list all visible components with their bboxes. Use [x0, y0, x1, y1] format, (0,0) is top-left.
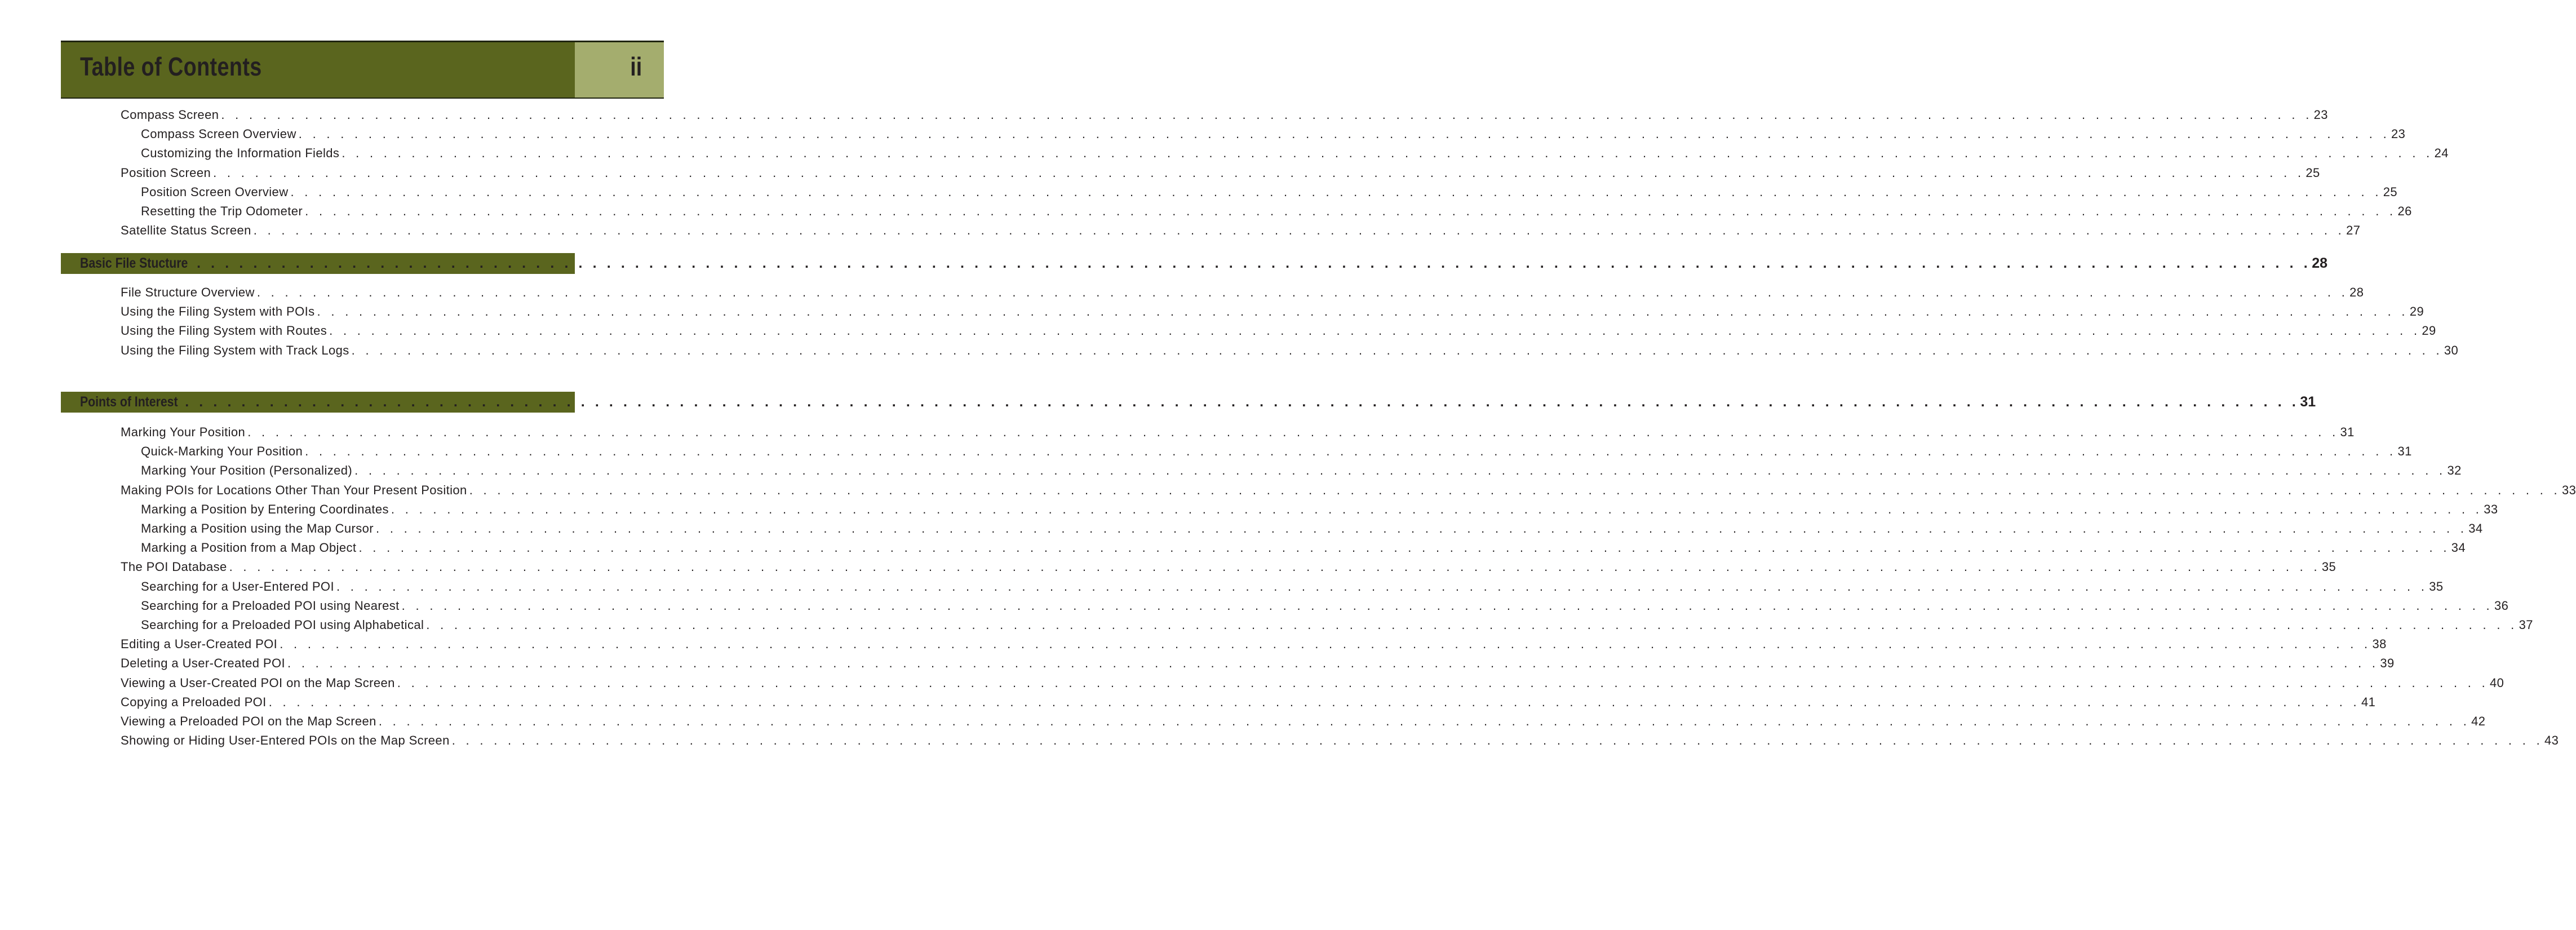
dot-leader: . . . . . . . . . . . . . . . . . . . . . . . . . . . . . . . . . . . . . . . . . . . . . . . . . . . . . . . . . . . . . . . . . . . . . . . . . . . . . . . . . . . . . . . . . . . . . . . . . . . . . . . . . . . . . . . . . . . . . . . . . . . . . . . . . . . . . . . . . . . . . . . . . . . . . . — [305, 444, 2397, 459]
dot-leader: . . . . . . . . . . . . . . . . . . . . . . . . . . . . . . . . . . . . . . . . . . . . . . . . . . . . . . . . . . . . . . . . . . . . . . . . . . . . . . . . . . . . . . . . . . . . . . . . . . . . . . . . . . . . . . . . . . . . . . . . . . . . . . . . . . . . . . . . . . . . . . . . . . . . . . — [329, 324, 2421, 338]
dot-leader: . . . . . . . . . . . . . . . . . . . . . . . . . . . . . . . . . . . . . . . . . . . . . . . . . . . . . . . . . . . . . . . . . . . . . . . . . . . . . . . . . . . . . . . . . . . . . . . . . . . . . . . . . . . . . . . . . . . . . . . . . . . . . . . . . . . . . . . . . . . . . . . . . . . . . . — [401, 598, 2493, 613]
toc-entry[interactable] — [121, 694, 2376, 711]
toc-entry-label: Marking a Position by Entering Coordinates — [141, 502, 389, 516]
toc-entry-page: 33 — [2561, 482, 2576, 497]
toc-entry[interactable] — [141, 597, 2509, 614]
toc-entry-page: 23 — [2391, 127, 2406, 141]
toc-entry[interactable] — [121, 732, 2559, 749]
toc-entry-page: 24 — [2434, 146, 2449, 161]
toc-entry-page: 35 — [2321, 560, 2336, 574]
page-number-box — [575, 42, 664, 98]
toc-entry-label: Marking Your Position (Personalized) — [141, 463, 353, 478]
toc-entry-page: 39 — [2380, 656, 2395, 671]
toc-entry-label: Compass Screen — [121, 108, 219, 122]
toc-entry[interactable] — [141, 126, 2406, 143]
dot-leader: . . . . . . . . . . . . . . . . . . . . . . . . . . . . . . . . . . . . . . . . . . . . . . . . . . . . . . . . . . . . . . . . . . . . . . . . . . . . . . . . . . . . . . . . . . . . . . . . . . . . . . . . . . . . . . . . . . . . . . . . . . . . . . . . . . . . . . . . . . . . . . . . . . . . . . — [221, 108, 2313, 122]
toc-entry-label: Viewing a User-Created POI on the Map Screen — [121, 675, 395, 690]
toc-entry-page: 23 — [2313, 108, 2328, 122]
dot-leader: . . . . . . . . . . . . . . . . . . . . . . . . . . . . . . . . . . . . . . . . . . . . . . . . . . . . . . . . . . . . . . . . . . . . . . . . . . . . . . . . . . . . . . . . . . . . . . . . . . . . . . . . . . . . . . . . . . . . . . . . . . . . . . . . . . . . . . . . . . . . . . . . . . . . . . — [336, 579, 2428, 594]
toc-entry[interactable] — [141, 203, 2412, 220]
toc-entry-page: 42 — [2471, 714, 2486, 728]
dot-leader: . . . . . . . . . . . . . . . . . . . . . . . . . . . . . . . . . . . . . . . . . . . . . . . . . . . . . . . . . . . . . . . . . . . . . . . . . . . . . . . . . . . . . . . . . . . . . . . . . . . . . . . . . . . . . . . . . . . . . . . . . . . . . . . . . . . . . . . . . . . . . . . . . . . . . . — [185, 394, 2299, 410]
dot-leader: . . . . . . . . . . . . . . . . . . . . . . . . . . . . . . . . . . . . . . . . . . . . . . . . . . . . . . . . . . . . . . . . . . . . . . . . . . . . . . . . . . . . . . . . . . . . . . . . . . . . . . . . . . . . . . . . . . . . . . . . . . . . . . . . . . . . . . . . . . . . . . . . . . . . . . — [354, 463, 2446, 478]
toc-entry[interactable] — [121, 424, 2355, 441]
toc-entry[interactable] — [121, 165, 2320, 181]
toc-entry[interactable] — [121, 342, 2459, 359]
toc-entry[interactable] — [121, 713, 2486, 730]
toc-entry-label: File Structure Overview — [121, 285, 255, 299]
dot-leader: . . . . . . . . . . . . . . . . . . . . . . . . . . . . . . . . . . . . . . . . . . . . . . . . . . . . . . . . . . . . . . . . . . . . . . . . . . . . . . . . . . . . . . . . . . . . . . . . . . . . . . . . . . . . . . . . . . . . . . . . . . . . . . . . . . . . . . . . . . . . . . . . . . . . . . — [305, 204, 2397, 218]
toc-entry-label: Marking a Position from a Map Object — [141, 541, 357, 555]
toc-entry[interactable] — [121, 303, 2424, 320]
toc-entry[interactable] — [121, 482, 2576, 499]
toc-entry-label: Satellite Status Screen — [121, 223, 251, 238]
toc-entry-label: Using the Filing System with Routes — [121, 324, 327, 338]
toc-entry-page: 36 — [2494, 598, 2509, 613]
dot-leader: . . . . . . . . . . . . . . . . . . . . . . . . . . . . . . . . . . . . . . . . . . . . . . . . . . . . . . . . . . . . . . . . . . . . . . . . . . . . . . . . . . . . . . . . . . . . . . . . . . . . . . . . . . . . . . . . . . . . . . . . . . . . . . . . . . . . . . . . . . . . . . . . . . . . . . — [391, 502, 2483, 516]
toc-entry-label: Copying a Preloaded POI — [121, 694, 267, 709]
dot-leader: . . . . . . . . . . . . . . . . . . . . . . . . . . . . . . . . . . . . . . . . . . . . . . . . . . . . . . . . . . . . . . . . . . . . . . . . . . . . . . . . . . . . . . . . . . . . . . . . . . . . . . . . . . . . . . . . . . . . . . . . . . . . . . . . . . . . . . . . . . . . . . . . . . . . . . — [287, 656, 2379, 671]
toc-entry-page: 29 — [2409, 304, 2424, 319]
toc-entry-page: 37 — [2519, 618, 2533, 632]
toc-entry[interactable] — [121, 222, 2361, 239]
toc-entry[interactable] — [121, 559, 2336, 575]
toc-entry-page: 34 — [2451, 541, 2466, 555]
toc-entry[interactable] — [141, 578, 2444, 595]
toc-entry-page: 35 — [2429, 579, 2444, 594]
dot-leader: . . . . . . . . . . . . . . . . . . . . . . . . . . . . . . . . . . . . . . . . . . . . . . . . . . . . . . . . . . . . . . . . . . . . . . . . . . . . . . . . . . . . . . . . . . . . . . . . . . . . . . . . . . . . . . . . . . . . . . . . . . . . . . . . . . . . . . . . . . . . . . . . . . . . . . — [342, 146, 2433, 161]
toc-entry[interactable] — [121, 675, 2504, 692]
toc-entry[interactable] — [141, 539, 2466, 556]
toc-entry-label: Compass Screen Overview — [141, 127, 296, 141]
toc-entry[interactable] — [141, 617, 2533, 634]
dot-leader: . . . . . . . . . . . . . . . . . . . . . . . . . . . . . . . . . . . . . . . . . . . . . . . . . . . . . . . . . . . . . . . . . . . . . . . . . . . . . . . . . . . . . . . . . . . . . . . . . . . . . . . . . . . . . . . . . . . . . . . . . . . . . . . . . . . . . . . . . . . . . . . . . . . . . . — [351, 343, 2443, 357]
toc-entry-label: Using the Filing System with Track Logs — [121, 343, 349, 357]
toc-entry-page: 25 — [2383, 184, 2398, 199]
dot-leader: . . . . . . . . . . . . . . . . . . . . . . . . . . . . . . . . . . . . . . . . . . . . . . . . . . . . . . . . . . . . . . . . . . . . . . . . . . . . . . . . . . . . . . . . . . . . . . . . . . . . . . . . . . . . . . . . . . . . . . . . . . . . . . . . . . . . . . . . . . . . . . . . . . . . . . — [358, 541, 2450, 555]
dot-leader: . . . . . . . . . . . . . . . . . . . . . . . . . . . . . . . . . . . . . . . . . . . . . . . . . . . . . . . . . . . . . . . . . . . . . . . . . . . . . . . . . . . . . . . . . . . . . . . . . . . . . . . . . . . . . . . . . . . . . . . . . . . . . . . . . . . . . . . . . . . . . . . . . . . . . . — [397, 675, 2489, 690]
dot-leader: . . . . . . . . . . . . . . . . . . . . . . . . . . . . . . . . . . . . . . . . . . . . . . . . . . . . . . . . . . . . . . . . . . . . . . . . . . . . . . . . . . . . . . . . . . . . . . . . . . . . . . . . . . . . . . . . . . . . . . . . . . . . . . . . . . . . . . . . . . . . . . . . . . . . . . — [451, 733, 2543, 748]
toc-entry-label: Points of Interest — [80, 394, 178, 410]
toc-entry-label: Marking Your Position — [121, 425, 246, 439]
toc-entry-page: 38 — [2372, 637, 2387, 652]
toc-entry-label: Editing a User-Created POI — [121, 637, 278, 652]
toc-entry-label: Using the Filing System with POIs — [121, 304, 315, 319]
dot-leader: . . . . . . . . . . . . . . . . . . . . . . . . . . . . . . . . . . . . . . . . . . . . . . . . . . . . . . . . . . . . . . . . . . . . . . . . . . . . . . . . . . . . . . . . . . . . . . . . . . . . . . . . . . . . . . . . . . . . . . . . . . . . . . . . . . . . . . . . . . . . . . . . . . . . . . — [378, 714, 2471, 728]
toc-entry-label: Customizing the Information Fields — [141, 146, 340, 161]
toc-entry-page: 34 — [2468, 521, 2483, 535]
dot-leader: . . . . . . . . . . . . . . . . . . . . . . . . . . . . . . . . . . . . . . . . . . . . . . . . . . . . . . . . . . . . . . . . . . . . . . . . . . . . . . . . . . . . . . . . . . . . . . . . . . . . . . . . . . . . . . . . . . . . . . . . . . . . . . . . . . . . . . . . . . . . . . . . . . . . . . — [298, 127, 2391, 141]
toc-entry[interactable] — [121, 284, 2364, 301]
toc-entry[interactable] — [121, 107, 2328, 123]
toc-entry-label: Searching for a Preloaded POI using Alphabetical — [141, 618, 424, 632]
toc-entry-page: 30 — [2444, 343, 2459, 357]
dot-leader: . . . . . . . . . . . . . . . . . . . . . . . . . . . . . . . . . . . . . . . . . . . . . . . . . . . . . . . . . . . . . . . . . . . . . . . . . . . . . . . . . . . . . . . . . . . . . . . . . . . . . . . . . . . . . . . . . . . . . . . . . . . . . . . . . . . . . . . . . . . . . . . . . . . . . . — [229, 560, 2321, 574]
toc-entry-page: 29 — [2422, 324, 2436, 338]
toc-entry-page: 41 — [2361, 694, 2376, 709]
toc-entry-label: Position Screen Overview — [141, 184, 289, 199]
toc-entry-label: Quick-Marking Your Position — [141, 444, 303, 459]
toc-entry-label: Searching for a User-Entered POI — [141, 579, 334, 594]
toc-entry-page: 31 — [2340, 425, 2355, 439]
section-header-entry[interactable] — [80, 255, 2328, 272]
page-title: Table of Contents — [80, 52, 262, 81]
toc-entry-label: The POI Database — [121, 560, 227, 574]
toc-entry[interactable] — [141, 462, 2462, 479]
dot-leader: . . . . . . . . . . . . . . . . . . . . . . . . . . . . . . . . . . . . . . . . . . . . . . . . . . . . . . . . . . . . . . . . . . . . . . . . . . . . . . . . . . . . . . . . . . . . . . . . . . . . . . . . . . . . . . . . . . . . . . . . . . . . . . . . . . . . . . . . . . . . . . . . . . . . . . — [317, 304, 2409, 319]
toc-entry-page: 27 — [2346, 223, 2361, 238]
toc-entry-label: Basic File Stucture — [80, 255, 188, 271]
toc-entry-page: 40 — [2490, 675, 2504, 690]
page-number: ii — [630, 52, 642, 81]
toc-entry[interactable] — [141, 184, 2398, 201]
section-header-entry[interactable] — [80, 393, 2316, 410]
dot-leader: . . . . . . . . . . . . . . . . . . . . . . . . . . . . . . . . . . . . . . . . . . . . . . . . . . . . . . . . . . . . . . . . . . . . . . . . . . . . . . . . . . . . . . . . . . . . . . . . . . . . . . . . . . . . . . . . . . . . . . . . . . . . . . . . . . . . . . . . . . . . . . . . . . . . . . — [290, 184, 2382, 199]
page-header — [61, 41, 664, 99]
toc-entry[interactable] — [141, 443, 2412, 460]
toc-entry-label: Marking a Position using the Map Cursor — [141, 521, 374, 535]
toc-entry-page: 25 — [2305, 165, 2320, 180]
toc-entry[interactable] — [141, 501, 2498, 518]
dot-leader: . . . . . . . . . . . . . . . . . . . . . . . . . . . . . . . . . . . . . . . . . . . . . . . . . . . . . . . . . . . . . . . . . . . . . . . . . . . . . . . . . . . . . . . . . . . . . . . . . . . . . . . . . . . . . . . . . . . . . . . . . . . . . . . . . . . . . . . . . . . . . . . . . . . . . . — [280, 637, 2371, 652]
dot-leader: . . . . . . . . . . . . . . . . . . . . . . . . . . . . . . . . . . . . . . . . . . . . . . . . . . . . . . . . . . . . . . . . . . . . . . . . . . . . . . . . . . . . . . . . . . . . . . . . . . . . . . . . . . . . . . . . . . . . . . . . . . . . . . . . . . . . . . . . . . . . . . . . . . . . . . — [268, 694, 2360, 709]
dot-leader: . . . . . . . . . . . . . . . . . . . . . . . . . . . . . . . . . . . . . . . . . . . . . . . . . . . . . . . . . . . . . . . . . . . . . . . . . . . . . . . . . . . . . . . . . . . . . . . . . . . . . . . . . . . . . . . . . . . . . . . . . . . . . . . . . . . . . . . . . . . . . . . . . . . . . . — [213, 165, 2305, 180]
toc-entry-label: Position Screen — [121, 165, 211, 180]
toc-entry-page: 43 — [2544, 733, 2559, 748]
dot-leader: . . . . . . . . . . . . . . . . . . . . . . . . . . . . . . . . . . . . . . . . . . . . . . . . . . . . . . . . . . . . . . . . . . . . . . . . . . . . . . . . . . . . . . . . . . . . . . . . . . . . . . . . . . . . . . . . . . . . . . . . . . . . . . . . . . . . . . . . . . . . . . . . . . . . . . — [256, 285, 2349, 299]
dot-leader: . . . . . . . . . . . . . . . . . . . . . . . . . . . . . . . . . . . . . . . . . . . . . . . . . . . . . . . . . . . . . . . . . . . . . . . . . . . . . . . . . . . . . . . . . . . . . . . . . . . . . . . . . . . . . . . . . . . . . . . . . . . . . . . . . . . . . . . . . . . . . . . . . . . . . . — [469, 482, 2561, 497]
dot-leader: . . . . . . . . . . . . . . . . . . . . . . . . . . . . . . . . . . . . . . . . . . . . . . . . . . . . . . . . . . . . . . . . . . . . . . . . . . . . . . . . . . . . . . . . . . . . . . . . . . . . . . . . . . . . . . . . . . . . . . . . . . . . . . . . . . . . . . . . . . . . . . . . . . . . . . — [247, 425, 2339, 439]
toc-entry-label: Deleting a User-Created POI — [121, 656, 286, 671]
toc-entry[interactable] — [121, 322, 2436, 339]
toc-entry-label: Viewing a Preloaded POI on the Map Screen — [121, 714, 376, 728]
dot-leader: . . . . . . . . . . . . . . . . . . . . . . . . . . . . . . . . . . . . . . . . . . . . . . . . . . . . . . . . . . . . . . . . . . . . . . . . . . . . . . . . . . . . . . . . . . . . . . . . . . . . . . . . . . . . . . . . . . . . . . . . . . . . . . . . . . . . . . . . . . . . . . . . . . . . . . — [426, 618, 2518, 632]
toc-entry-page: 31 — [2300, 394, 2316, 410]
toc-entry-page: 28 — [2312, 255, 2328, 271]
toc-entry-page: 31 — [2397, 444, 2412, 459]
dot-leader: . . . . . . . . . . . . . . . . . . . . . . . . . . . . . . . . . . . . . . . . . . . . . . . . . . . . . . . . . . . . . . . . . . . . . . . . . . . . . . . . . . . . . . . . . . . . . . . . . . . . . . . . . . . . . . . . . . . . . . . . . . . . . . . . . . . . . . . . . . . . . . . . . . . . . . — [197, 255, 2311, 271]
toc-entry-label: Searching for a Preloaded POI using Nearest — [141, 598, 400, 613]
toc-entry-page: 28 — [2349, 285, 2364, 299]
toc-entry-label: Making POIs for Locations Other Than Your Present Position — [121, 482, 467, 497]
section-header — [61, 392, 2316, 413]
toc-entry[interactable] — [141, 145, 2449, 162]
section-header — [61, 253, 2328, 274]
dot-leader: . . . . . . . . . . . . . . . . . . . . . . . . . . . . . . . . . . . . . . . . . . . . . . . . . . . . . . . . . . . . . . . . . . . . . . . . . . . . . . . . . . . . . . . . . . . . . . . . . . . . . . . . . . . . . . . . . . . . . . . . . . . . . . . . . . . . . . . . . . . . . . . . . . . . . . — [253, 223, 2346, 238]
toc-entry[interactable] — [141, 520, 2483, 537]
toc-entry-label: Resetting the Trip Odometer — [141, 204, 303, 218]
toc-entry-label: Showing or Hiding User-Entered POIs on the Map Screen — [121, 733, 450, 748]
toc-entry-page: 33 — [2484, 502, 2498, 516]
dot-leader: . . . . . . . . . . . . . . . . . . . . . . . . . . . . . . . . . . . . . . . . . . . . . . . . . . . . . . . . . . . . . . . . . . . . . . . . . . . . . . . . . . . . . . . . . . . . . . . . . . . . . . . . . . . . . . . . . . . . . . . . . . . . . . . . . . . . . . . . . . . . . . . . . . . . . . — [376, 521, 2468, 535]
toc-entry[interactable] — [121, 636, 2387, 653]
toc-entry-page: 32 — [2447, 463, 2462, 478]
toc-entry-page: 26 — [2397, 204, 2412, 218]
toc-entry[interactable] — [121, 655, 2395, 672]
